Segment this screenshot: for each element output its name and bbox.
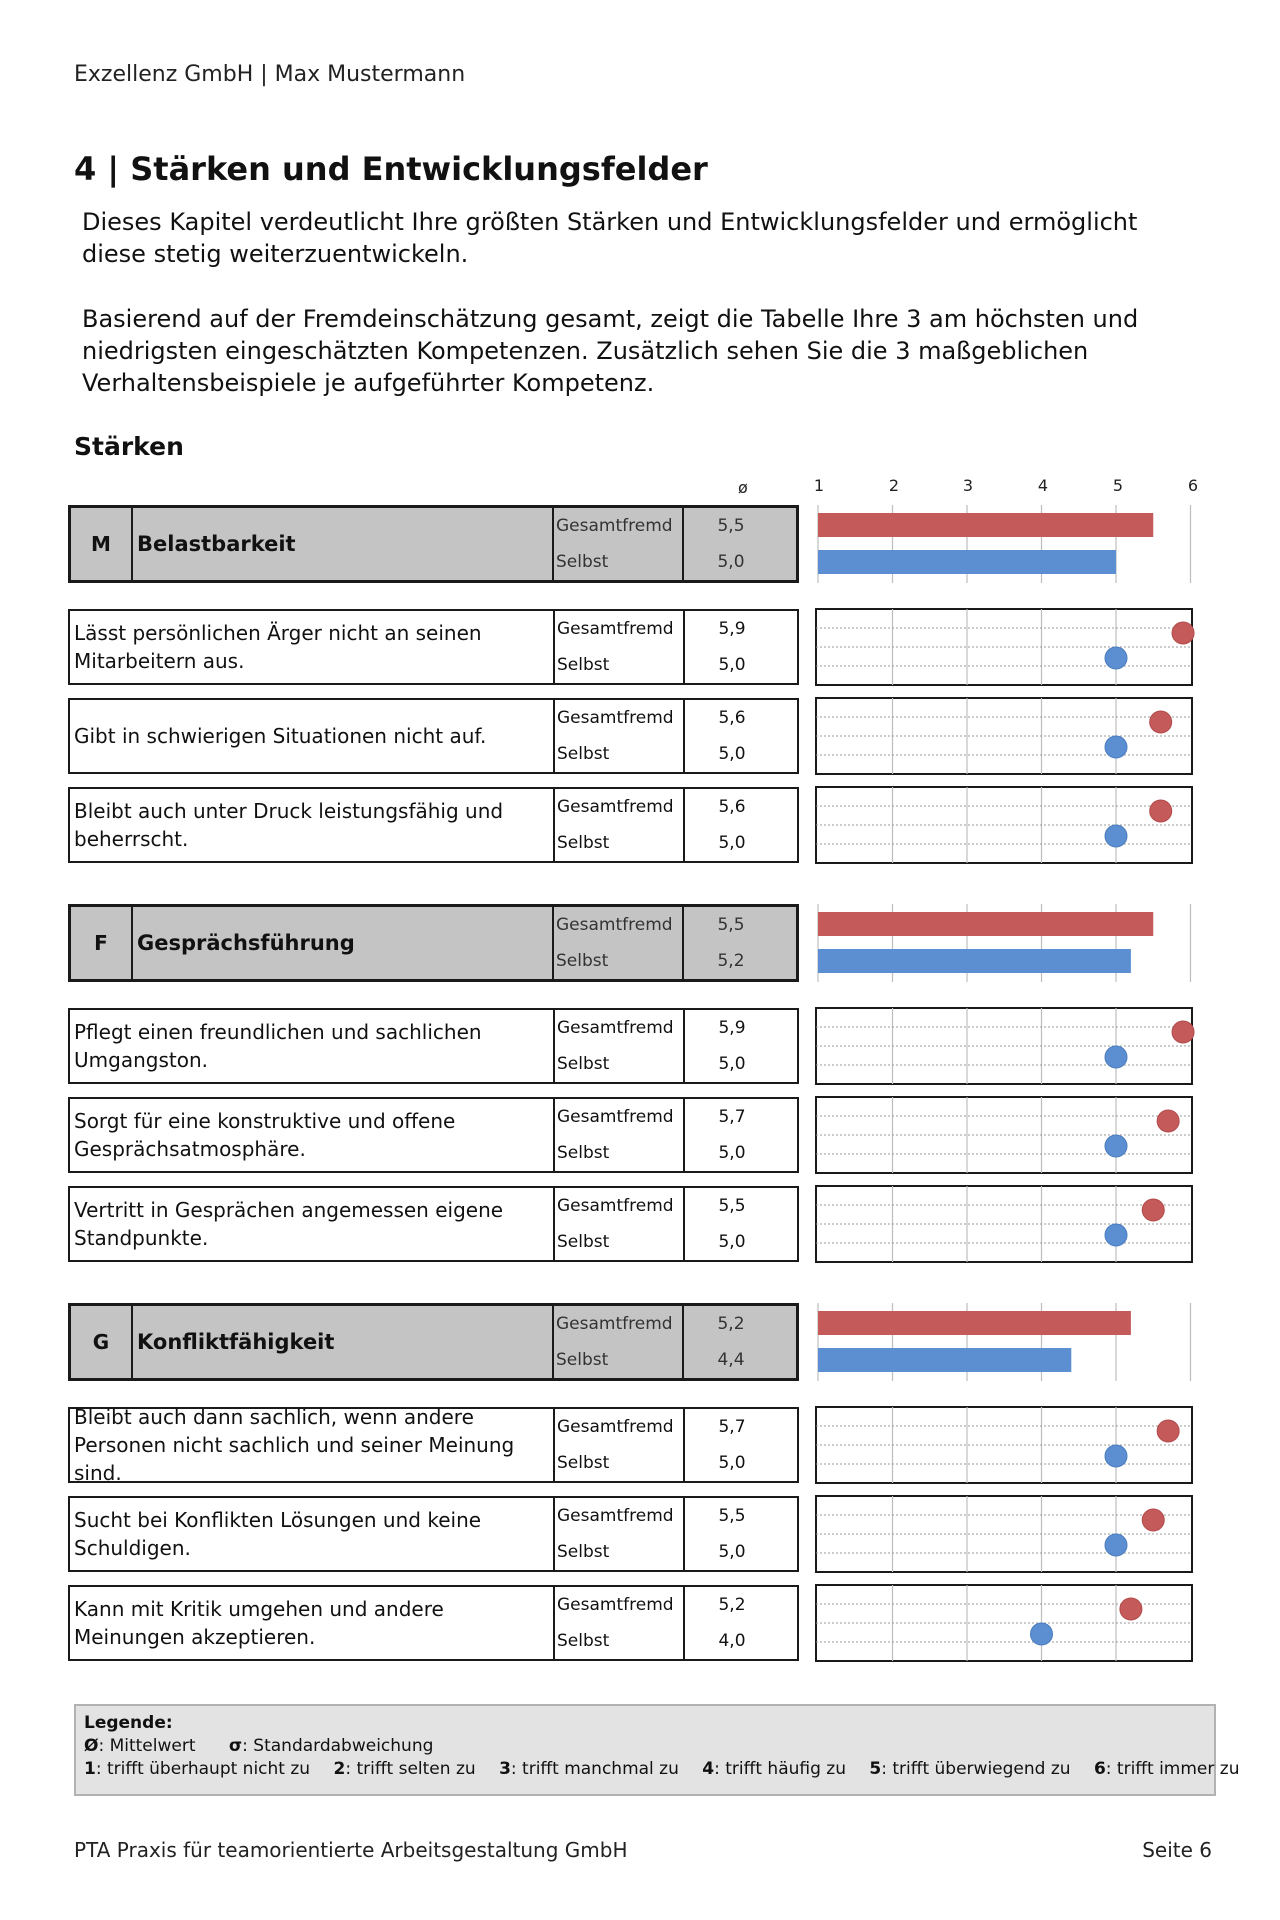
- label-gesamtfremd: Gesamtfremd: [557, 1417, 674, 1437]
- label-gesamtfremd: Gesamtfremd: [557, 1107, 674, 1127]
- subheading-staerken: Stärken: [74, 432, 184, 461]
- bar-gesamtfremd: [818, 513, 1153, 537]
- legend: [74, 1704, 1240, 1796]
- competency-letter: G: [71, 1306, 133, 1378]
- bar-gesamtfremd: [818, 912, 1153, 936]
- axis-tick-3: 3: [962, 476, 974, 495]
- dot-plot-frame: [816, 1585, 1192, 1661]
- dot-gesamtfremd: [1172, 622, 1194, 644]
- value-gesamtfremd: 5,5: [717, 516, 745, 536]
- dot-gesamtfremd: [1172, 1021, 1194, 1043]
- legend-scale-text: : trifft überwiegend zu: [881, 1759, 1071, 1779]
- behavior-text: Vertritt in Gesprächen angemessen eigene Standpunkte.: [74, 1198, 504, 1250]
- label-selbst: Selbst: [557, 1054, 610, 1074]
- dot-plot-frame: [816, 698, 1192, 774]
- dot-gesamtfremd: [1142, 1509, 1164, 1531]
- dot-plot-frame: [816, 1097, 1192, 1173]
- dot-plot-frame: [816, 1186, 1192, 1262]
- axis-avg-symbol: ø: [738, 478, 748, 497]
- dot-selbst: [1031, 1623, 1053, 1645]
- competency-name: Konfliktfähigkeit: [137, 1330, 335, 1354]
- dot-gesamtfremd: [1150, 711, 1172, 733]
- legend-title: Legende:: [84, 1713, 173, 1733]
- behavior-row: [68, 1496, 799, 1572]
- label-selbst: Selbst: [557, 1631, 610, 1651]
- legend-scale-text: : trifft häufig zu: [714, 1759, 846, 1779]
- page-number: Seite 6: [1142, 1838, 1212, 1862]
- behavior-text: Sorgt für eine konstruktive und offene Gesprächsatmosphäre.: [74, 1109, 456, 1161]
- competency-name: Belastbarkeit: [137, 532, 296, 556]
- legend-scale-text: : trifft immer zu: [1105, 1759, 1240, 1779]
- dot-gesamtfremd: [1120, 1598, 1142, 1620]
- value-gesamtfremd: 5,7: [718, 1417, 746, 1437]
- value-selbst: 5,0: [718, 1054, 746, 1074]
- label-gesamtfremd: Gesamtfremd: [557, 1018, 674, 1038]
- label-gesamtfremd: Gesamtfremd: [556, 1314, 673, 1334]
- behavior-text: Kann mit Kritik umgehen und andere Meinungen akzeptieren.: [74, 1597, 444, 1649]
- axis-tick-2: 2: [888, 476, 900, 495]
- bar-selbst: [818, 550, 1116, 574]
- competency-letter: M: [71, 508, 133, 580]
- legend-scale-key: 5: [869, 1759, 882, 1779]
- label-gesamtfremd: Gesamtfremd: [557, 797, 674, 817]
- label-selbst: Selbst: [556, 1350, 609, 1370]
- dot-selbst: [1105, 1534, 1127, 1556]
- value-gesamtfremd: 5,5: [718, 1196, 746, 1216]
- label-selbst: Selbst: [557, 833, 610, 853]
- label-selbst: Selbst: [557, 1453, 610, 1473]
- dot-selbst: [1105, 647, 1127, 669]
- header-company: Exzellenz GmbH: [74, 62, 254, 87]
- competency-letter: F: [71, 907, 133, 979]
- value-selbst: 5,0: [717, 552, 745, 572]
- behavior-text: Lässt persönlichen Ärger nicht an seinen Mitarbeitern aus.: [74, 621, 482, 673]
- label-selbst: Selbst: [557, 655, 610, 675]
- value-gesamtfremd: 5,9: [718, 1018, 746, 1038]
- behavior-row: [68, 698, 799, 774]
- behavior-text: Sucht bei Konflikten Lösungen und keine Schuldigen.: [74, 1508, 482, 1560]
- value-gesamtfremd: 5,2: [717, 1314, 745, 1334]
- value-selbst: 5,0: [718, 1453, 746, 1473]
- value-gesamtfremd: 5,6: [718, 797, 746, 817]
- value-gesamtfremd: 5,7: [718, 1107, 746, 1127]
- dot-selbst: [1105, 736, 1127, 758]
- legend-scale: [84, 1758, 1240, 1781]
- legend-avg-text: : Mittelwert: [98, 1736, 196, 1756]
- legend-sd-text: : Standardabweichung: [242, 1736, 434, 1756]
- behavior-text: Gibt in schwierigen Situationen nicht auf.: [74, 724, 487, 748]
- dot-selbst: [1105, 1135, 1127, 1157]
- label-gesamtfremd: Gesamtfremd: [557, 1196, 674, 1216]
- header-person: Max Mustermann: [274, 62, 466, 87]
- behavior-row: [68, 1585, 799, 1661]
- legend-scale-key: 6: [1093, 1759, 1106, 1779]
- legend-scale-key: 1: [84, 1759, 96, 1779]
- behavior-row: [68, 1097, 799, 1173]
- behavior-row: [68, 1186, 799, 1262]
- competency-name: Gesprächsführung: [137, 931, 355, 955]
- axis-tick-1: 1: [813, 476, 825, 495]
- footer-company: PTA Praxis für teamorientierte Arbeitsgestaltung GmbH: [74, 1838, 628, 1862]
- label-gesamtfremd: Gesamtfremd: [557, 619, 674, 639]
- label-selbst: Selbst: [557, 1143, 610, 1163]
- label-gesamtfremd: Gesamtfremd: [557, 1506, 674, 1526]
- dot-plot-frame: [816, 609, 1192, 685]
- legend-sd-key: σ: [228, 1736, 243, 1756]
- value-gesamtfremd: 5,2: [718, 1595, 746, 1615]
- label-selbst: Selbst: [557, 1542, 610, 1562]
- axis-tick-6: 6: [1187, 476, 1199, 495]
- dot-plot-frame: [816, 1407, 1192, 1483]
- behavior-text: Pflegt einen freundlichen und sachlichen Umgangston.: [74, 1020, 482, 1072]
- legend-scale-key: 2: [333, 1759, 346, 1779]
- behavior-row: [68, 1008, 799, 1084]
- label-selbst: Selbst: [557, 1232, 610, 1252]
- intro-paragraph-2: Basierend auf der Fremdeinschätzung gesamt, zeigt die Tabelle Ihre 3 am höchsten und niedrigsten eingeschätzten Kompetenzen. Zusätzlich sehen Sie die 3 maßgeblichen Verhaltensbeispiele je aufgeführter Kompetenz.: [82, 305, 1139, 397]
- behavior-text: Bleibt auch unter Druck leistungsfähig und beherrscht.: [74, 799, 504, 851]
- dot-selbst: [1105, 1046, 1127, 1068]
- value-selbst: 5,2: [717, 951, 745, 971]
- dot-gesamtfremd: [1150, 800, 1172, 822]
- legend-scale-text: : trifft überhaupt nicht zu: [95, 1759, 311, 1779]
- legend-scale-text: : trifft manchmal zu: [510, 1759, 679, 1779]
- value-selbst: 4,4: [717, 1350, 745, 1370]
- competency-row-gespraechsfuehrung: [68, 904, 799, 982]
- value-selbst: 4,0: [718, 1631, 746, 1651]
- value-selbst: 5,0: [718, 1143, 746, 1163]
- dot-plot-frame: [816, 787, 1192, 863]
- value-selbst: 5,0: [718, 744, 746, 764]
- label-gesamtfremd: Gesamtfremd: [556, 516, 673, 536]
- legend-avg-key: Ø: [84, 1736, 99, 1756]
- legend-scale-key: 3: [499, 1759, 511, 1779]
- label-selbst: Selbst: [556, 951, 609, 971]
- competency-row-belastbarkeit: [68, 505, 799, 583]
- behavior-row: [68, 1407, 799, 1483]
- label-selbst: Selbst: [557, 744, 610, 764]
- dot-gesamtfremd: [1142, 1199, 1164, 1221]
- value-gesamtfremd: 5,5: [717, 915, 745, 935]
- dot-plot-frame: [816, 1008, 1192, 1084]
- label-gesamtfremd: Gesamtfremd: [557, 708, 674, 728]
- value-gesamtfremd: 5,9: [718, 619, 746, 639]
- intro-paragraph-1: Dieses Kapitel verdeutlicht Ihre größten Stärken und Entwicklungsfelder und ermöglicht diese stetig weiterzuentwickeln.: [82, 208, 1138, 268]
- legend-stats: [84, 1735, 1206, 1758]
- label-gesamtfremd: Gesamtfremd: [557, 1595, 674, 1615]
- competency-row-konfliktfaehigkeit: [68, 1303, 799, 1381]
- value-selbst: 5,0: [718, 1542, 746, 1562]
- value-gesamtfremd: 5,6: [718, 708, 746, 728]
- dot-gesamtfremd: [1157, 1420, 1179, 1442]
- dot-plot-frame: [816, 1496, 1192, 1572]
- label-gesamtfremd: Gesamtfremd: [556, 915, 673, 935]
- value-selbst: 5,0: [718, 655, 746, 675]
- value-selbst: 5,0: [718, 1232, 746, 1252]
- axis-tick-5: 5: [1112, 476, 1124, 495]
- legend-scale-key: 4: [702, 1759, 715, 1779]
- header-separator: |: [260, 62, 268, 87]
- label-selbst: Selbst: [556, 552, 609, 572]
- bar-gesamtfremd: [818, 1311, 1131, 1335]
- behavior-row: [68, 787, 799, 863]
- bar-selbst: [818, 1348, 1071, 1372]
- section-title: 4 | Stärken und Entwicklungsfelder: [74, 150, 708, 188]
- value-gesamtfremd: 5,5: [718, 1506, 746, 1526]
- value-selbst: 5,0: [718, 833, 746, 853]
- dot-gesamtfremd: [1157, 1110, 1179, 1132]
- document-header: [74, 62, 465, 87]
- behavior-text: Bleibt auch dann sachlich, wenn andere Personen nicht sachlich und seiner Meinung sind.: [74, 1405, 515, 1485]
- behavior-row: [68, 609, 799, 685]
- dot-selbst: [1105, 1445, 1127, 1467]
- dot-selbst: [1105, 825, 1127, 847]
- dot-selbst: [1105, 1224, 1127, 1246]
- bar-selbst: [818, 949, 1131, 973]
- axis-tick-4: 4: [1037, 476, 1049, 495]
- legend-scale-text: : trifft selten zu: [345, 1759, 476, 1779]
